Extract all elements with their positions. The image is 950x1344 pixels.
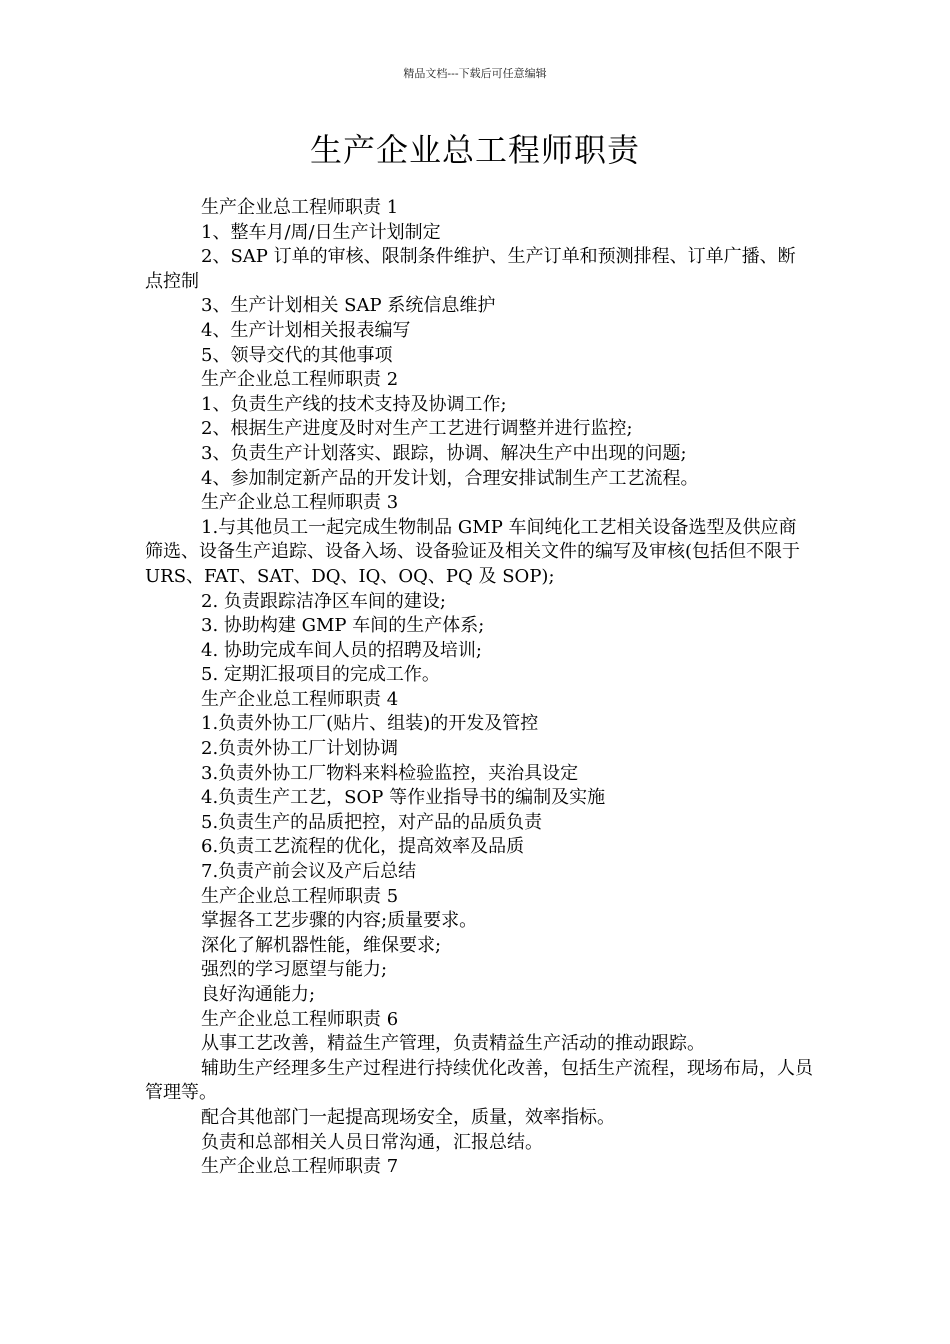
paragraph: 强烈的学习愿望与能力; bbox=[201, 959, 388, 981]
paragraph: 1.负责外协工厂(贴片、组装)的开发及管控 bbox=[201, 713, 539, 735]
paragraph: 1.与其他员工一起完成生物制品 GMP 车间纯化工艺相关设备选型及供应商筛选、设备生产追踪、设备入场、设备验证及相关文件的编写及审核(包括但不限于 URS、FAT、SAT、DQ、IQ、OQ、PQ 及 SOP); bbox=[145, 516, 801, 587]
paragraph: 5、领导交代的其他事项 bbox=[201, 344, 393, 366]
paragraph: 2、SAP 订单的审核、限制条件维护、生产订单和预测排程、订单广播、断点控制 bbox=[145, 246, 796, 292]
section-heading: 生产企业总工程师职责 1 bbox=[201, 197, 399, 218]
paragraph: 7.负责产前会议及产后总结 bbox=[201, 861, 417, 883]
paragraph: 4、参加制定新产品的开发计划，合理安排试制生产工艺流程。 bbox=[201, 467, 699, 489]
section-heading: 生产企业总工程师职责 5 bbox=[201, 885, 399, 907]
section-heading: 生产企业总工程师职责 7 bbox=[201, 1156, 399, 1178]
paragraph: 掌握各工艺步骤的内容;质量要求。 bbox=[201, 910, 478, 932]
paragraph: 深化了解机器性能，维保要求; bbox=[201, 934, 442, 956]
paragraph: 从事工艺改善，精益生产管理，负责精益生产活动的推动跟踪。 bbox=[201, 1033, 705, 1055]
header-note: 精品文档---下载后可任意编辑 bbox=[403, 67, 547, 80]
paragraph: 4. 协助完成车间人员的招聘及培训; bbox=[201, 639, 482, 661]
paragraph: 辅助生产经理多生产过程进行持续优化改善，包括生产流程，现场布局，人员管理等。 bbox=[145, 1057, 813, 1104]
section-heading: 生产企业总工程师职责 4 bbox=[201, 688, 399, 710]
paragraph: 良好沟通能力; bbox=[201, 984, 316, 1005]
document-title: 生产企业总工程师职责 bbox=[309, 131, 640, 169]
paragraph: 3. 协助构建 GMP 车间的生产体系; bbox=[201, 615, 485, 637]
paragraph: 2、根据生产进度及时对生产工艺进行调整并进行监控; bbox=[201, 418, 633, 440]
section-heading: 生产企业总工程师职责 2 bbox=[201, 369, 399, 391]
paragraph: 3.负责外协工厂物料来料检验监控，夹治具设定 bbox=[201, 762, 579, 784]
paragraph: 3、生产计划相关 SAP 系统信息维护 bbox=[201, 295, 496, 317]
document-body bbox=[145, 196, 813, 1180]
paragraph: 配合其他部门一起提高现场安全，质量，效率指标。 bbox=[201, 1106, 615, 1128]
paragraph: 1、整车月/周/日生产计划制定 bbox=[201, 221, 441, 243]
paragraph: 6.负责工艺流程的优化，提高效率及品质 bbox=[201, 836, 525, 858]
paragraph: 4、生产计划相关报表编写 bbox=[201, 319, 411, 341]
paragraph: 2. 负责跟踪洁净区车间的建设; bbox=[201, 590, 446, 612]
paragraph: 5. 定期汇报项目的完成工作。 bbox=[201, 664, 440, 686]
paragraph: 负责和总部相关人员日常沟通，汇报总结。 bbox=[201, 1131, 543, 1153]
paragraph: 5.负责生产的品质把控，对产品的品质负责 bbox=[201, 811, 543, 833]
paragraph: 1、负责生产线的技术支持及协调工作; bbox=[201, 393, 507, 415]
paragraph: 3、负责生产计划落实、跟踪，协调、解决生产中出现的问题; bbox=[201, 442, 687, 464]
section-heading: 生产企业总工程师职责 6 bbox=[201, 1008, 399, 1030]
paragraph: 4.负责生产工艺，SOP 等作业指导书的编制及实施 bbox=[201, 787, 606, 809]
section-heading: 生产企业总工程师职责 3 bbox=[201, 492, 399, 514]
paragraph: 2.负责外协工厂计划协调 bbox=[201, 738, 399, 760]
